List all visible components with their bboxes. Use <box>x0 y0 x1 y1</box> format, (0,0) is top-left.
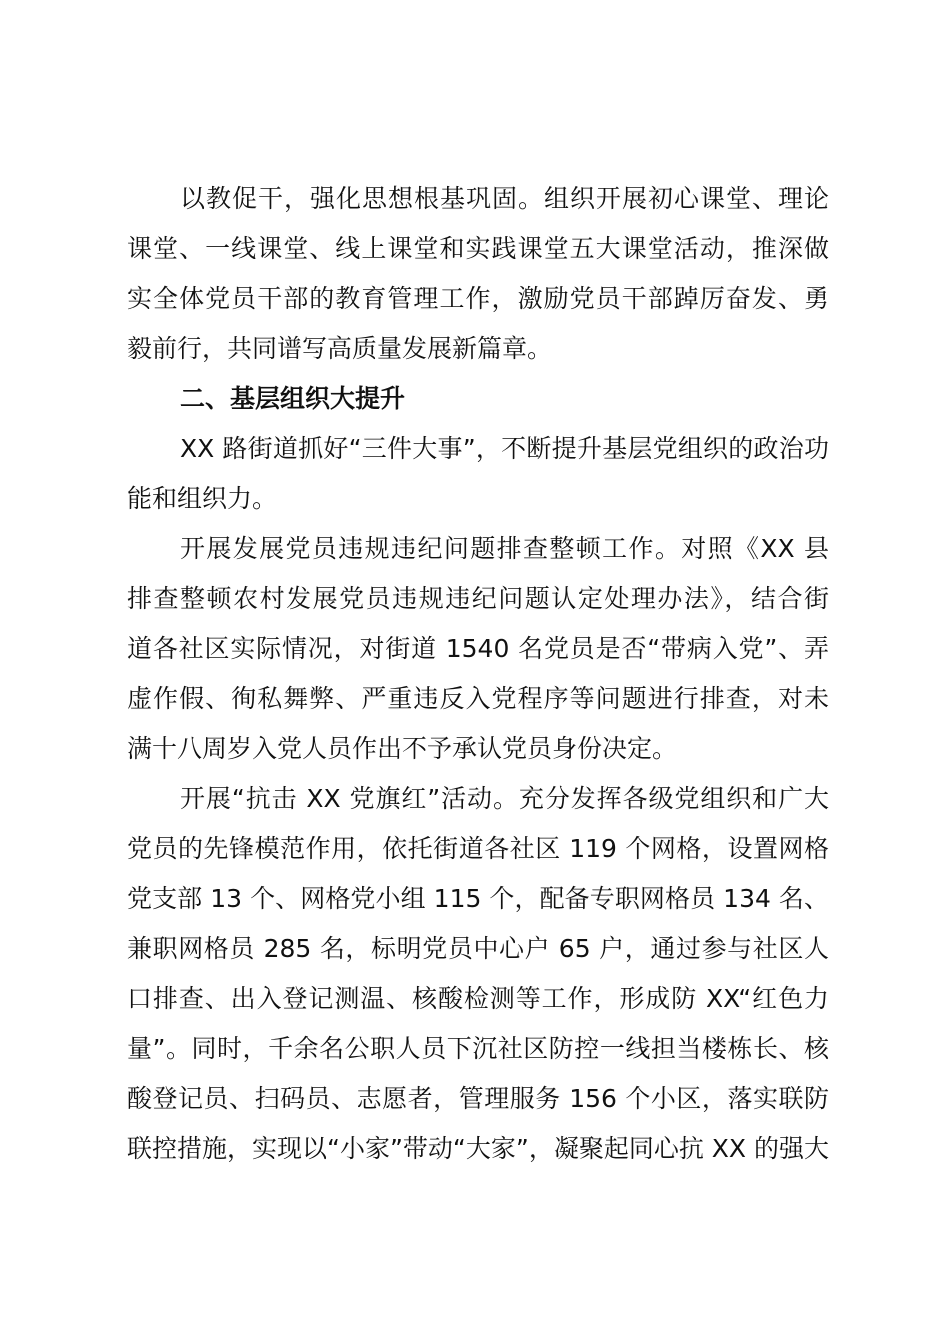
text-line: 酸登记员、扫码员、志愿者，管理服务 156 个小区，落实联防 <box>127 1084 829 1113</box>
text-line: XX 路街道抓好“三件大事”，不断提升基层党组织的政治功 <box>180 434 829 463</box>
section-heading: 二、基层组织大提升 <box>180 384 406 413</box>
text-line: 联控措施，实现以“小家”带动“大家”，凝聚起同心抗 XX 的强大 <box>127 1134 829 1163</box>
paragraph-party-flag-activity <box>127 774 829 1174</box>
text-line: 口排查、出入登记测温、核酸检测等工作，形成防 XX“红色力 <box>127 984 829 1013</box>
text-line: 量”。同时，千余名公职人员下沉社区防控一线担当楼栋长、核 <box>127 1034 829 1063</box>
text-line: 党支部 13 个、网格党小组 115 个，配备专职网格员 134 名、 <box>127 884 829 913</box>
paragraph-rectification <box>127 524 829 774</box>
paragraph-education <box>127 174 829 374</box>
text-line: 满十八周岁入党人员作出不予承认党员身份决定。 <box>127 734 678 763</box>
text-line: 能和组织力。 <box>127 484 278 513</box>
text-line: 开展发展党员违规违纪问题排查整顿工作。对照《XX 县 <box>180 534 829 563</box>
text-line: 兼职网格员 285 名，标明党员中心户 65 户，通过参与社区人 <box>127 934 829 963</box>
text-line: 虚作假、徇私舞弊、严重违反入党程序等问题进行排查，对未 <box>127 684 829 713</box>
document-page <box>127 174 829 1174</box>
text-line: 实全体党员干部的教育管理工作，激励党员干部踔厉奋发、勇 <box>127 284 829 313</box>
text-line: 道各社区实际情况，对街道 1540 名党员是否“带病入党”、弄 <box>127 634 829 663</box>
text-line: 党员的先锋模范作用，依托街道各社区 119 个网格，设置网格 <box>127 834 829 863</box>
text-line: 毅前行，共同谱写高质量发展新篇章。 <box>127 334 553 363</box>
text-line: 课堂、一线课堂、线上课堂和实践课堂五大课堂活动，推深做 <box>127 234 829 263</box>
text-line: 以教促干，强化思想根基巩固。组织开展初心课堂、理论 <box>180 184 829 213</box>
text-line: 开展“抗击 XX 党旗红”活动。充分发挥各级党组织和广大 <box>180 784 829 813</box>
text-line: 排查整顿农村发展党员违规违纪问题认定处理办法》，结合街 <box>127 584 829 613</box>
paragraph-intro <box>127 424 829 524</box>
